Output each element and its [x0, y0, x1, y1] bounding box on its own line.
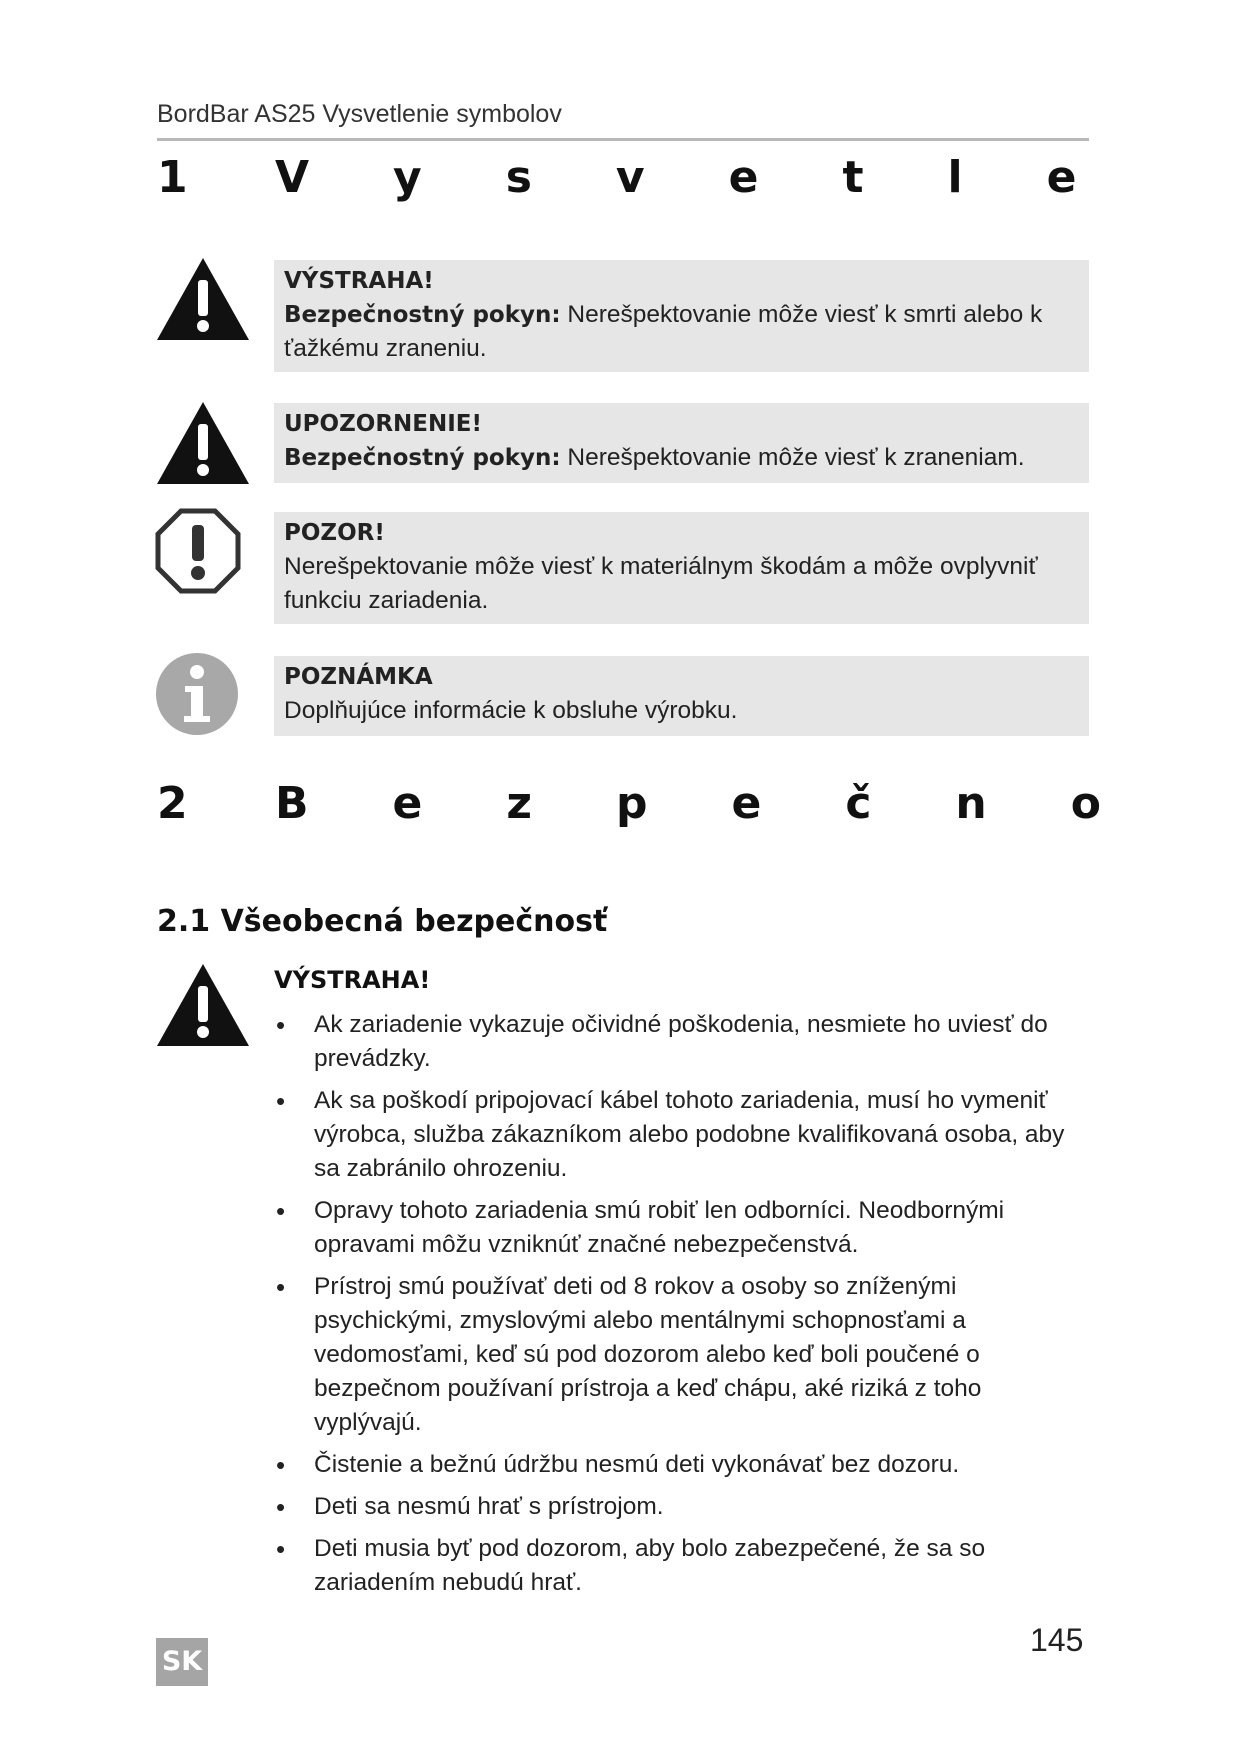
notice-text: Nerešpektovanie môže viesť k zraneniam.	[567, 444, 1025, 471]
bullet-icon: •	[276, 1196, 286, 1226]
notice-title: VÝSTRAHA!	[284, 268, 434, 294]
bullet-icon: •	[276, 1492, 286, 1522]
octagon-exclamation-icon	[155, 508, 241, 594]
list-item: • Opravy tohoto zariadenia smú robiť len odborníci. Neodbornými opravami môžu vzniknúť značné nebezpečenstvá.	[276, 1196, 1005, 1258]
notice-label: Bezpečnostný pokyn:	[284, 302, 561, 328]
list-item: • Ak sa poškodí pripojovací kábel tohoto zariadenia, musí ho vymeniť výrobca, služba zákazníkom alebo podobne kvalifikovaná osoba, aby sa zabránilo ohrozeniu.	[276, 1086, 1065, 1182]
notice-warning	[274, 260, 1089, 372]
section-2-title: Bezpečno	[275, 778, 1185, 829]
warning-triangle-icon	[155, 400, 251, 486]
notice-text: Nerešpektovanie môže viesť k materiálnym škodám a môže ovplyvniť funkciu zariadenia.	[284, 553, 1038, 614]
list-item: • Čistenie a bežnú údržbu nesmú deti vykonávať bez dozoru.	[276, 1450, 960, 1480]
notice-title: UPOZORNENIE!	[284, 411, 482, 437]
bullet-icon: •	[276, 1086, 286, 1116]
running-header: BordBar AS25 Vysvetlenie symbolov	[157, 100, 562, 128]
notice-attention	[274, 512, 1089, 624]
notice-label: Bezpečnostný pokyn:	[284, 445, 561, 471]
warning-title: VÝSTRAHA!	[274, 966, 431, 994]
bullet-icon: •	[276, 1450, 286, 1480]
notice-title: POZNÁMKA	[284, 664, 433, 690]
notice-note	[274, 656, 1089, 736]
language-badge: SK	[156, 1638, 208, 1686]
section-2-heading	[157, 778, 1241, 838]
safety-bullet-list	[274, 1008, 1094, 1608]
warning-triangle-icon	[155, 256, 251, 342]
notice-title: POZOR!	[284, 520, 385, 546]
section-1-heading	[157, 152, 1241, 212]
page-number: 145	[1030, 1622, 1084, 1658]
list-item: • Prístroj smú používať deti od 8 rokov a osoby so zníženými psychickými, zmyslovými alebo mentálnymi schopnosťami a vedomosťami, keď sú pod dozorom alebo keď boli poučené o bezpečnom používaní prístroja a keď chápu, aké riziká z toho vyplývajú.	[276, 1272, 982, 1436]
header-divider	[157, 138, 1089, 141]
list-item: • Deti sa nesmú hrať s prístrojom.	[276, 1492, 664, 1522]
bullet-icon: •	[276, 1534, 286, 1564]
section-1-number: 1	[157, 152, 188, 203]
bullet-icon: •	[276, 1272, 286, 1302]
info-icon	[155, 652, 239, 736]
notice-text: Nerešpektovanie môže viesť k smrti alebo k ťažkému zraneniu.	[284, 301, 1043, 362]
subsection-heading: 2.1 Všeobecná bezpečnosť	[157, 904, 608, 939]
list-item: • Deti musia byť pod dozorom, aby bolo zabezpečené, že sa so zariadením nebudú hrať.	[276, 1534, 986, 1596]
section-1-title: Vysvetle	[275, 152, 1161, 203]
warning-triangle-icon	[155, 962, 251, 1048]
list-item: • Ak zariadenie vykazuje očividné poškodenia, nesmiete ho uviesť do prevádzky.	[276, 1010, 1048, 1072]
notice-caution	[274, 403, 1089, 483]
section-2-number: 2	[157, 778, 188, 829]
notice-text: Doplňujúce informácie k obsluhe výrobku.	[284, 697, 738, 724]
bullet-icon: •	[276, 1010, 286, 1040]
